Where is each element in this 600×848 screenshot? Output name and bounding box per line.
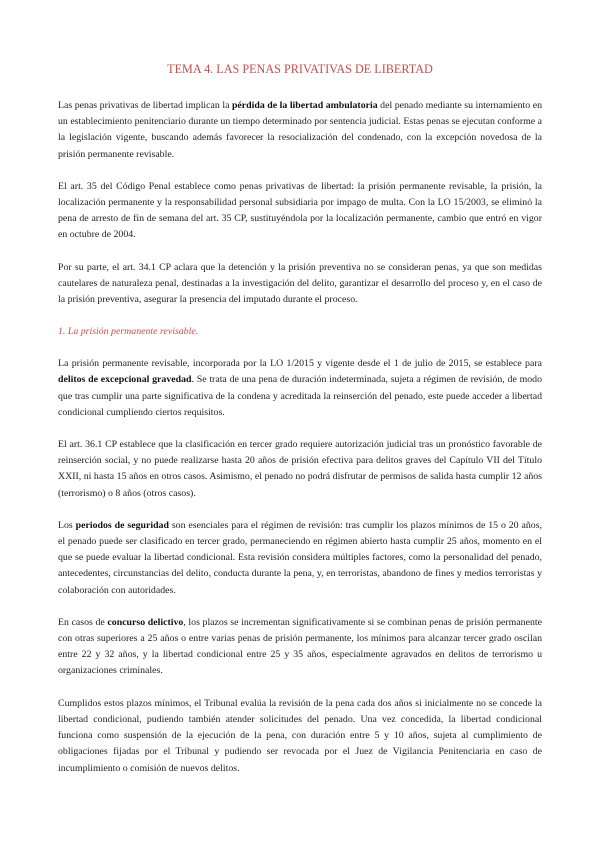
paragraph-art34: Por su parte, el art. 34.1 CP aclara que la detención y la prisión preventiva no se consideran penas, ya que son medidas cautelares de naturaleza penal, destinadas a la investigación del delito, garantizar el desarrollo del proceso y, en el caso de la prisión preventiva, asegurar la presencia del imputado durante el proceso. <box>58 261 542 306</box>
paragraph-intro-text-a: Las penas privativas de libertad implican la <box>58 100 232 111</box>
paragraph-intro-bold: pérdida de la libertad ambulatoria <box>231 100 378 111</box>
paragraph-pp-text-c: . Se trata de una pena de duración indeterminada, sujeta a régimen de revisión, de modo que tras cumplir una parte significativa de la condena y acreditada la reinserción del penado, este puede acceder a libertad condicional cumpliendo ciertos requisitos. <box>58 374 542 418</box>
paragraph-intro-text-c: del penado mediante su internamiento en un establecimiento penitenciario durante un tiempo determinado por sentencia judicial. Estas penas se ejecutan conforme a la legislación vigente, buscando además favorecer la resocialización del condenado, con la excepción novedosa de la prisión permanente revisable. <box>58 100 542 160</box>
paragraph-cd-text-a: En casos de <box>58 616 108 628</box>
paragraph-revision: Cumplidos estos plazos mínimos, el Tribunal evalúa la revisión de la pena cada dos años si inicialmente no se concede la libertad condicional, pudiendo también atender solicitudes del penado. Una vez concedida, la libertad condicional funciona como suspensión de la ejecución de la pena, con duración entre 5 y 10 años, sujeta al cumplimiento de obligaciones fijadas por el Tribunal y pudiendo ser revocada por el Juez de Vigilancia Penitenciaria en caso de incumplimiento o comisión de nuevos delitos. <box>58 697 542 774</box>
paragraph-art36: El art. 36.1 CP establece que la clasificación en tercer grado requiere autorización judicial tras un pronóstico favorable de reinserción social, y no puede realizarse hasta 20 años de prisión efectiva para delitos graves del Capítulo VII del Título XXII, ni hasta 15 años en otros casos. Asimismo, el penado no podrá disfrutar de permisos de salida hasta cumplir 12 años (terrorismo) o 8 años (otros casos). <box>58 439 542 499</box>
paragraph-ps-bold: periodos de seguridad <box>75 519 169 531</box>
paragraph-periodos-seguridad <box>58 518 542 599</box>
paragraph-cd-bold: concurso delictivo <box>107 616 184 628</box>
paragraph-pp-bold: delitos de excepcional gravedad <box>58 374 192 386</box>
paragraph-prision-permanente <box>58 356 542 421</box>
paragraph-intro <box>58 98 542 163</box>
document-title: TEMA 4. LAS PENAS PRIVATIVAS DE LIBERTAD <box>167 62 433 76</box>
section-heading: 1. La prisión permanente revisable. <box>58 326 199 338</box>
paragraph-cd-text-c: , los plazos se incrementan significativamente si se combinan penas de prisión permanente con otras superiores a 25 años o entre varias penas de prisión permanente, los mínimos para alcanzar tercer grado oscilan entre 22 y 32 años, y la libertad condicional entre 25 y 35 años, especialmente agravados en delitos de terrorismo u organizaciones criminales. <box>58 616 542 677</box>
paragraph-ps-text-c: son esenciales para el régimen de revisión: tras cumplir los plazos mínimos de 15 o 20 años, el penado puede ser clasificado en tercer grado, permaneciendo en régimen abierto hasta cumplir 25 años, momento en el que se puede evaluar la libertad condicional. Esta revisión considera múltiples factores, como la personalidad del penado, antecedentes, circunstancias del delito, conducta durante la pena, y, en terroristas, abandono de fines y medios terroristas y colaboración con autoridades. <box>58 519 542 596</box>
paragraph-pp-text-a: La prisión permanente revisable, incorporada por la LO 1/2015 y vigente desde el 1 de julio de 2015, se establece para <box>58 358 542 370</box>
paragraph-ps-text-a: Los <box>58 519 76 531</box>
paragraph-art35: El art. 35 del Código Penal establece como penas privativas de libertad: la prisión permanente revisable, la prisión, la localización permanente y la responsabilidad personal subsidiaria por impago de multa. Con la LO 15/2003, se eliminó la pena de arresto de fin de semana del art. 35 CP, sustituyéndola por la localización permanente, cambio que entró en vigor en octubre de 2004. <box>58 180 542 241</box>
paragraph-concurso-delictivo <box>58 615 542 680</box>
